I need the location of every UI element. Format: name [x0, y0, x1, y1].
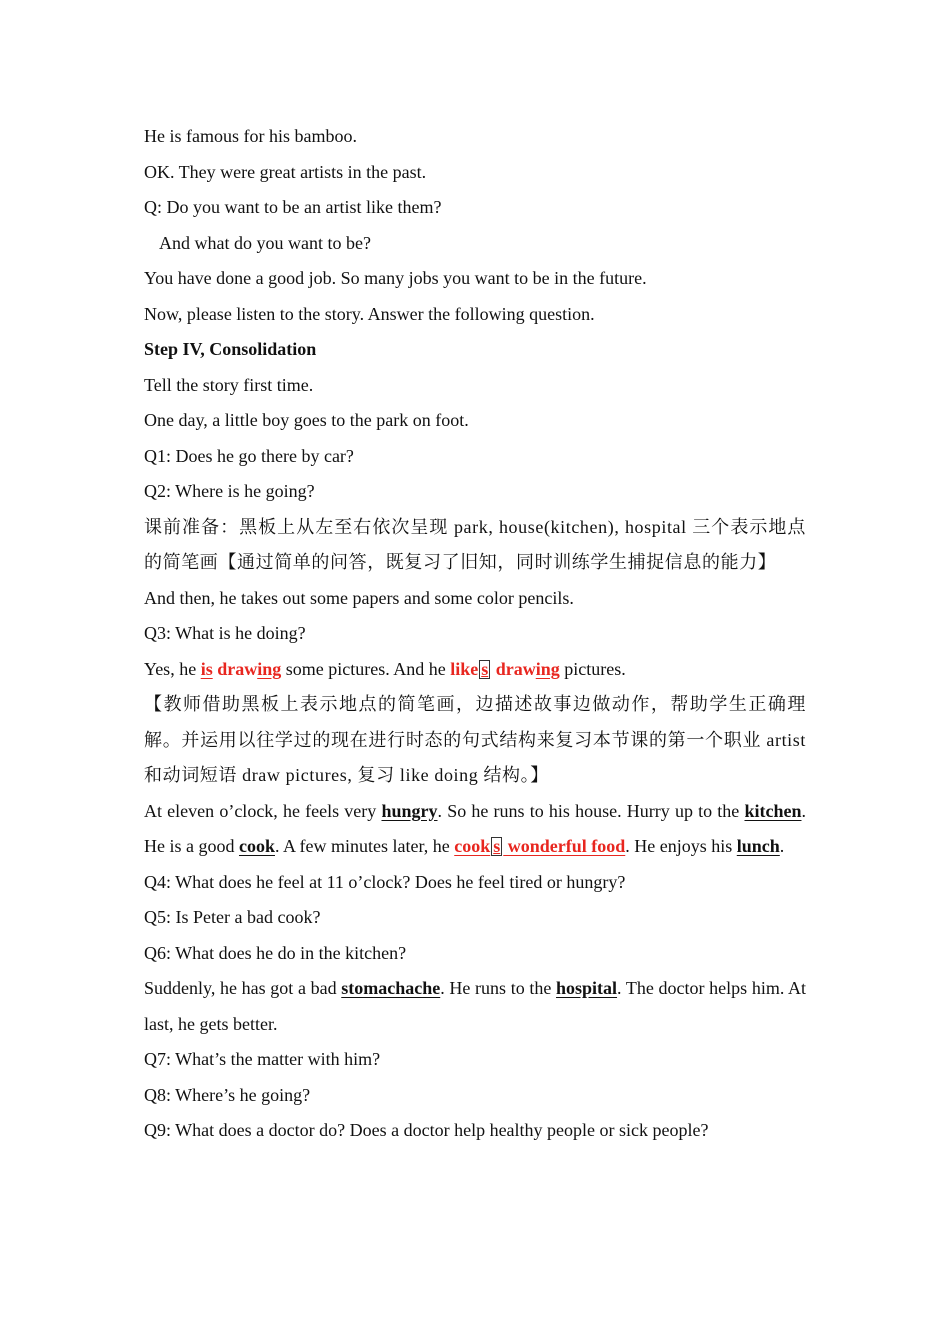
text-line: One day, a little boy goes to the park on foot. — [144, 410, 469, 430]
teacher-note: 课前准备：黑板上从左至右依次呈现 park, house(kitchen), hospital 三个表示地点的简笔画【通过简单的问答，既复习了旧知，同时训练学生捕捉信息的能力】 — [144, 516, 806, 572]
question-line: Q6: What does he do in the kitchen? — [144, 942, 407, 963]
text-span: some pictures. And he — [281, 658, 451, 679]
text-span: . — [779, 836, 785, 856]
question-line: Q3: What is he doing? — [144, 623, 306, 643]
section-heading: Step IV, Consolidation — [144, 339, 317, 359]
highlight-ing: ing — [257, 658, 282, 679]
highlight-is: is — [200, 658, 213, 679]
text-span: Suddenly, he has got a bad — [144, 978, 342, 998]
text-line: Now, please listen to the story. Answer the following question. — [144, 303, 595, 324]
keyword-kitchen: kitchen — [744, 800, 802, 821]
question-line: Q8: Where’s he going? — [144, 1084, 311, 1105]
keyword-stomachache: stomachache — [341, 978, 441, 998]
text-span: . He is a good — [144, 800, 806, 856]
highlight-ing: ing — [535, 658, 560, 679]
text-line: Tell the story first time. — [144, 374, 314, 395]
highlight-cook: cook — [454, 836, 491, 856]
text-span: . He enjoys his — [625, 836, 737, 856]
text-span: . He runs to the — [440, 978, 557, 998]
question-line: Q5: Is Peter a bad cook? — [144, 907, 321, 927]
text-line: He is famous for his bamboo. — [144, 126, 357, 146]
text-span: At eleven o’clock, he feels very — [144, 800, 382, 821]
answer-line — [144, 652, 806, 688]
question-line: Q1: Does he go there by car? — [144, 445, 354, 466]
text-line: And then, he takes out some papers and some color pencils. — [144, 587, 574, 608]
text-line: OK. They were great artists in the past. — [144, 161, 427, 182]
text-span: . The doctor helps him. At last, he gets better. — [144, 978, 806, 1034]
keyword-lunch: lunch — [736, 836, 780, 856]
text-span: . So he runs to his house. Hurry up to the — [437, 800, 745, 821]
highlight-draw: draw — [217, 658, 258, 679]
question-line: Q2: Where is he going? — [144, 481, 315, 501]
story-paragraph — [144, 971, 806, 1042]
teacher-note: 【教师借助黑板上表示地点的简笔画，边描述故事边做动作，帮助学生正确理解。并运用以往学过的现在进行时态的句式结构来复习本节课的第一个职业 artist 和动词短语 draw pictures, 复习 like doing 结构。】 — [144, 694, 806, 785]
keyword-hospital: hospital — [556, 978, 618, 998]
boxed-suffix-s: s — [493, 836, 501, 856]
highlight-draw: draw — [495, 658, 536, 679]
highlight-like: like — [450, 658, 479, 679]
question-line: Q4: What does he feel at 11 o’clock? Does he feel tired or hungry? — [144, 871, 626, 892]
text-line: You have done a good job. So many jobs you want to be in the future. — [144, 268, 647, 288]
story-paragraph — [144, 794, 806, 865]
text-span: Yes, he — [144, 658, 201, 679]
question-line: And what do you want to be? — [159, 232, 371, 253]
boxed-suffix-s: s — [481, 658, 489, 679]
document-body — [144, 119, 806, 1149]
keyword-cook: cook — [238, 836, 275, 856]
question-line: Q9: What does a doctor do? Does a doctor help healthy people or sick people? — [144, 1120, 709, 1140]
question-line: Q7: What’s the matter with him? — [144, 1049, 381, 1069]
text-span: . A few minutes later, he — [274, 836, 455, 856]
highlight-wonderful-food: wonderful food — [503, 836, 626, 856]
keyword-hungry: hungry — [381, 800, 438, 821]
question-line: Q: Do you want to be an artist like them? — [144, 197, 442, 217]
text-span: pictures. — [559, 658, 626, 679]
